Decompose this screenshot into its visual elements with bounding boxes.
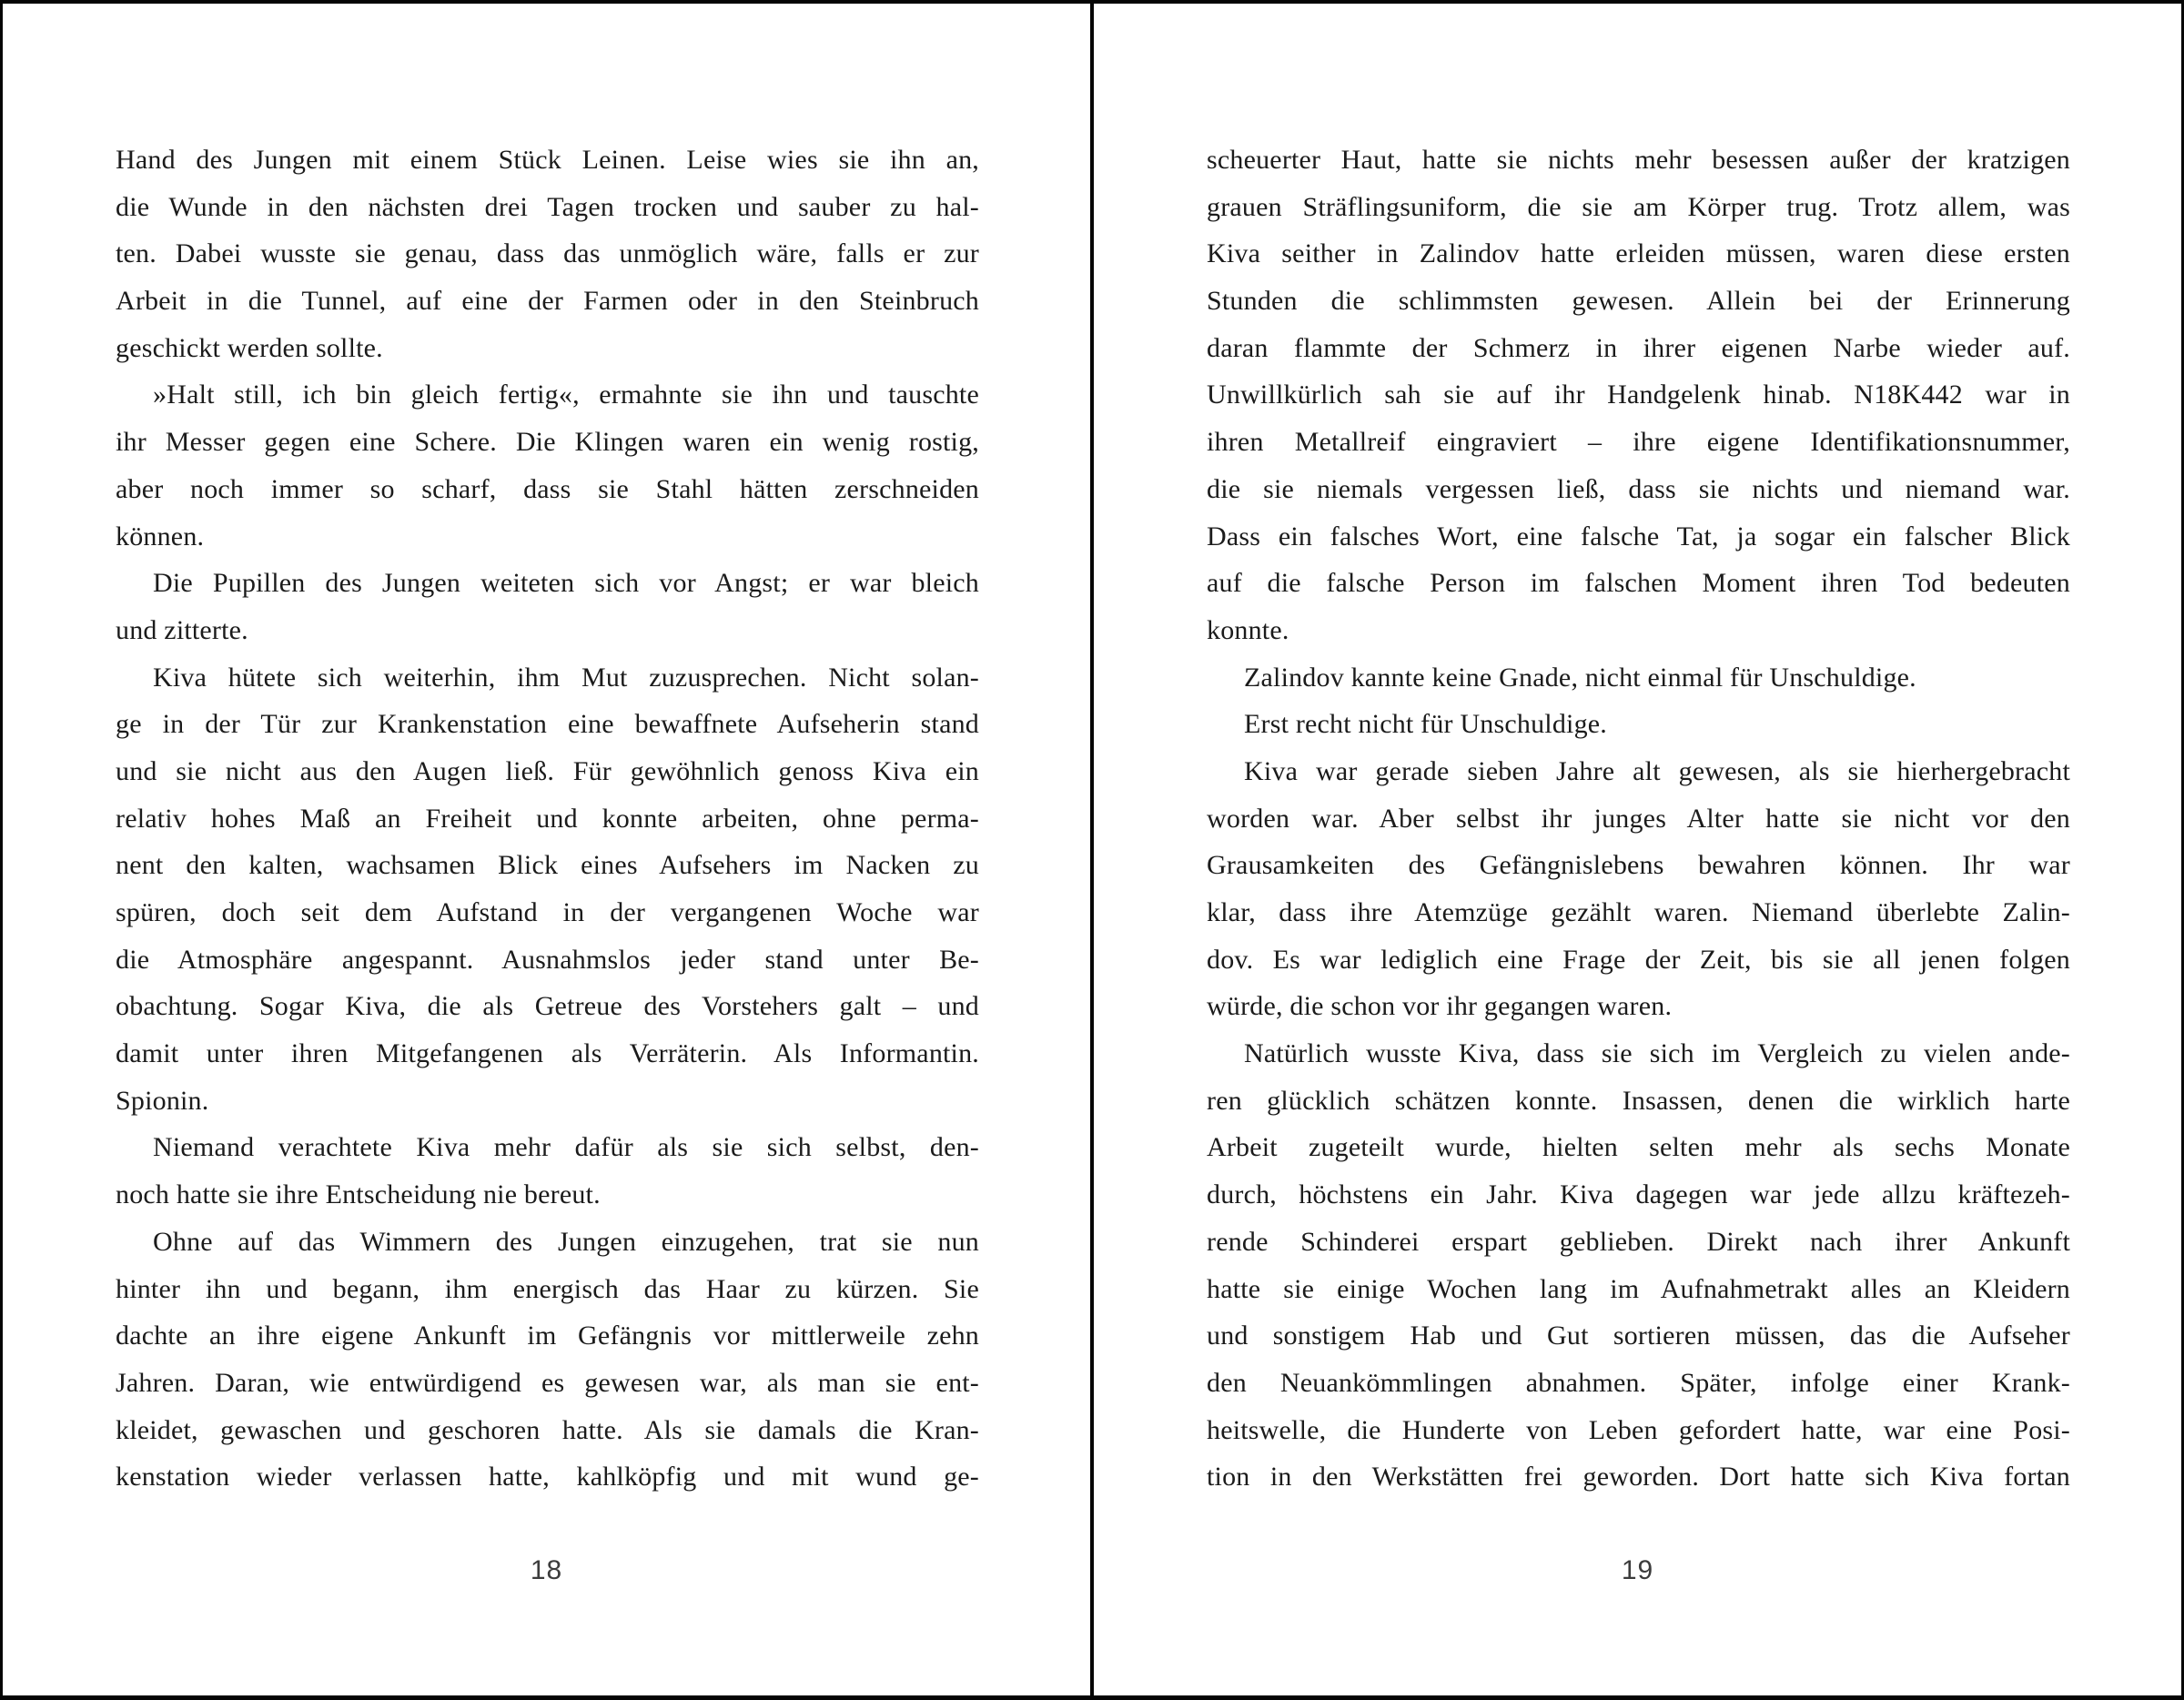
text-line: auf die falsche Person im falschen Moment ihren Tod bedeuten [1207, 568, 2070, 599]
text-line: ge in der Tür zur Krankenstation eine bewaffnete Aufseherin stand [116, 709, 979, 740]
text-line: nent den kalten, wachsamen Blick eines Aufsehers im Nacken zu [116, 850, 979, 881]
text-line: konnte. [1207, 614, 1289, 645]
text-line: durch, höchstens ein Jahr. Kiva dagegen war jede allzu kräftezeh- [1207, 1179, 2070, 1210]
text-line: daran flammte der Schmerz in ihrer eigenen Narbe wieder auf. [1207, 332, 2070, 363]
text-line: aber noch immer so scharf, dass sie Stahl hätten zerschneiden [116, 473, 979, 504]
text-line: Ohne auf das Wimmern des Jungen einzugehen, trat sie nun [153, 1226, 979, 1257]
text-line: die sie niemals vergessen ließ, dass sie nichts und niemand war. [1207, 473, 2070, 504]
text-block [116, 137, 979, 1501]
text-line: Die Pupillen des Jungen weiteten sich vor Angst; er war bleich [153, 568, 979, 599]
text-line: die Wunde in den nächsten drei Tagen trocken und sauber zu hal- [116, 191, 979, 222]
text-line: Hand des Jungen mit einem Stück Leinen. Leise wies sie ihn an, [116, 145, 979, 175]
text-line: kenstation wieder verlassen hatte, kahlköpfig und mit wund ge- [116, 1462, 979, 1493]
text-line: Unwillkürlich sah sie auf ihr Handgelenk hinab. N18K442 war in [1207, 379, 2070, 410]
text-line: heitswelle, die Hunderte von Leben gefordert hatte, war eine Posi- [1207, 1414, 2070, 1445]
text-line: scheuerter Haut, hatte sie nichts mehr besessen außer der kratzigen [1207, 145, 2070, 175]
text-line: noch hatte sie ihre Entscheidung nie bereut. [116, 1179, 601, 1210]
text-line: dachte an ihre eigene Ankunft im Gefängnis vor mittlerweile zehn [116, 1321, 979, 1351]
text-line: würde, die schon vor ihr gegangen waren. [1207, 991, 1673, 1022]
text-line: geschickt werden sollte. [116, 332, 383, 363]
text-line: Jahren. Daran, wie entwürdigend es gewesen war, als man sie ent- [116, 1367, 979, 1398]
text-line: obachtung. Sogar Kiva, die als Getreue des Vorstehers galt – und [116, 991, 979, 1022]
text-line: Kiva war gerade sieben Jahre alt gewesen, als sie hierhergebracht [1244, 755, 2070, 786]
text-line: damit unter ihren Mitgefangenen als Verräterin. Als Informantin. [116, 1038, 979, 1069]
text-line: grauen Sträflingsuniform, die sie am Körper trug. Trotz allem, was [1207, 191, 2070, 222]
text-line: Niemand verachtete Kiva mehr dafür als sie sich selbst, den- [153, 1132, 979, 1163]
text-line: die Atmosphäre angespannt. Ausnahmslos jeder stand unter Be- [116, 944, 979, 975]
text-line: rende Schinderei erspart geblieben. Direkt nach ihrer Ankunft [1207, 1226, 2070, 1257]
page-number-left: 18 [530, 1554, 563, 1585]
text-line: tion in den Werkstätten frei geworden. Dort hatte sich Kiva fortan [1207, 1462, 2070, 1493]
text-line: Erst recht nicht für Unschuldige. [1244, 709, 1607, 740]
text-line: und zitterte. [116, 614, 248, 645]
text-line: und sie nicht aus den Augen ließ. Für gewöhnlich genoss Kiva ein [116, 755, 979, 786]
text-line: hinter ihn und begann, ihm energisch das Haar zu kürzen. Sie [116, 1273, 979, 1304]
text-line: Kiva hütete sich weiterhin, ihm Mut zuzusprechen. Nicht solan- [153, 662, 979, 693]
text-line: relativ hohes Maß an Freiheit und konnte arbeiten, ohne perma- [116, 803, 979, 834]
text-line: Arbeit zugeteilt wurde, hielten selten mehr als sechs Monate [1207, 1132, 2070, 1163]
page-left [3, 4, 1090, 1695]
text-line: Natürlich wusste Kiva, dass sie sich im Vergleich zu vielen ande- [1244, 1038, 2070, 1069]
text-line: Arbeit in die Tunnel, auf eine der Farmen oder in den Steinbruch [116, 286, 979, 317]
text-line: dov. Es war lediglich eine Frage der Zeit, bis sie all jenen folgen [1207, 944, 2070, 975]
page-right [1090, 4, 2181, 1695]
text-line: Stunden die schlimmsten gewesen. Allein bei der Erinnerung [1207, 286, 2070, 317]
text-line: ihr Messer gegen eine Schere. Die Klingen waren ein wenig rostig, [116, 427, 979, 458]
text-line: ten. Dabei wusste sie genau, dass das unmöglich wäre, falls er zur [116, 238, 979, 269]
text-line: hatte sie einige Wochen lang im Aufnahmetrakt alles an Kleidern [1207, 1273, 2070, 1304]
text-line: Kiva seither in Zalindov hatte erleiden müssen, waren diese ersten [1207, 238, 2070, 269]
text-line: Grausamkeiten des Gefängnislebens bewahren können. Ihr war [1207, 850, 2070, 881]
text-line: Dass ein falsches Wort, eine falsche Tat, ja sogar ein falscher Blick [1207, 521, 2070, 551]
text-line: Spionin. [116, 1085, 209, 1116]
text-line: den Neuankömmlingen abnahmen. Später, infolge einer Krank- [1207, 1367, 2070, 1398]
text-line: »Halt still, ich bin gleich fertig«, ermahnte sie ihn und tauschte [153, 379, 979, 410]
page-number-right: 19 [1621, 1554, 1654, 1585]
text-line: Zalindov kannte keine Gnade, nicht einmal für Unschuldige. [1244, 662, 1916, 693]
text-line: kleidet, gewaschen und geschoren hatte. Als sie damals die Kran- [116, 1414, 979, 1445]
text-line: spüren, doch seit dem Aufstand in der vergangenen Woche war [116, 897, 979, 927]
text-line: können. [116, 521, 205, 551]
text-line: klar, dass ihre Atemzüge gezählt waren. Niemand überlebte Zalin- [1207, 897, 2070, 927]
text-block [1207, 137, 2070, 1501]
text-line: worden war. Aber selbst ihr junges Alter hatte sie nicht vor den [1207, 803, 2070, 834]
text-line: und sonstigem Hab und Gut sortieren müssen, das die Aufseher [1207, 1321, 2070, 1351]
text-line: ren glücklich schätzen konnte. Insassen, denen die wirklich harte [1207, 1085, 2070, 1116]
text-line: ihren Metallreif eingraviert – ihre eigene Identifikationsnummer, [1207, 427, 2070, 458]
